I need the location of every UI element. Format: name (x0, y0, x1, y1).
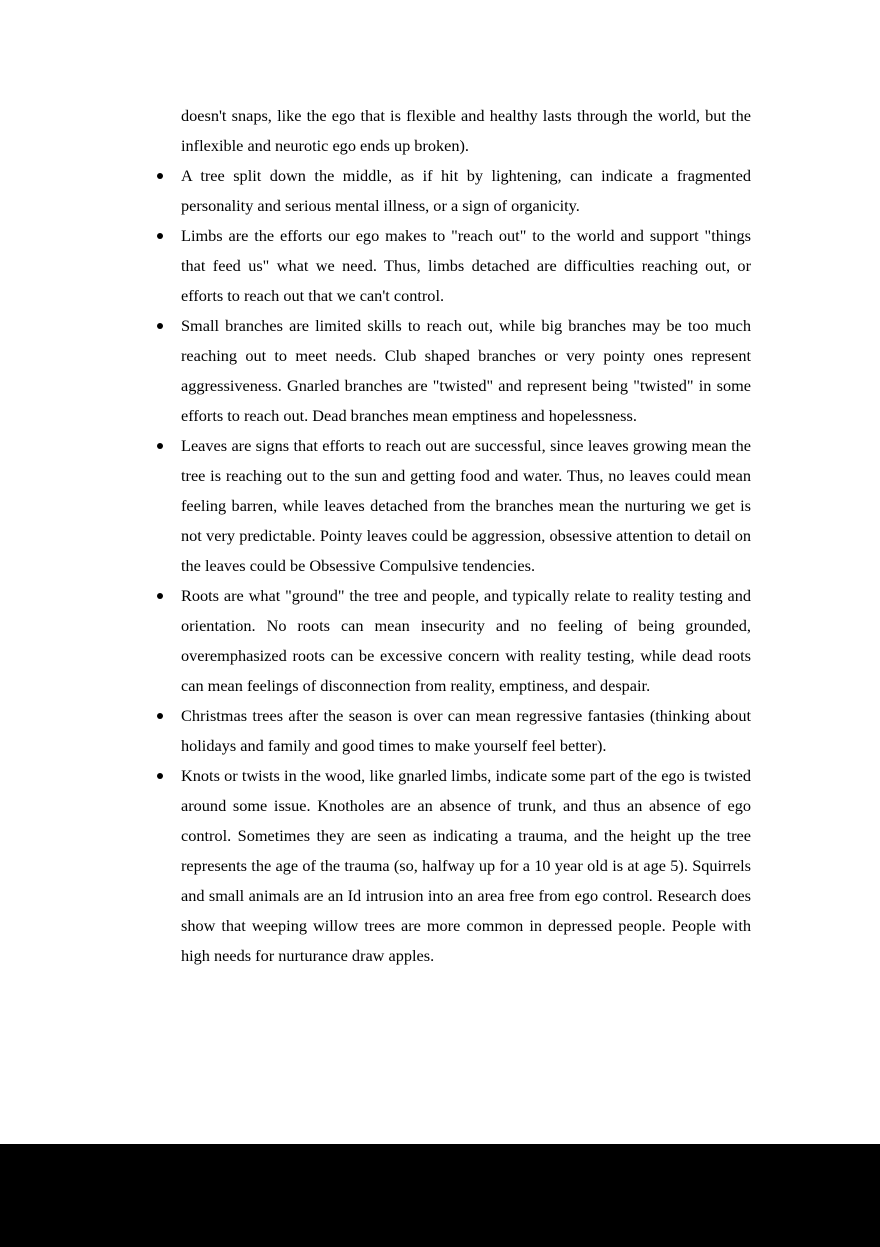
list-item (181, 581, 751, 701)
continuation-paragraph: doesn't snaps, like the ego that is flexible and healthy lasts through the world, but the inflexible and neurotic ego ends up broken). (181, 106, 751, 155)
bullet-icon (157, 773, 163, 779)
list-item-text: Leaves are signs that efforts to reach out are successful, since leaves growing mean the tree is reaching out to the sun and getting food and water. Thus, no leaves could mean feeling barren, while leaves detached from the branches mean the nurturing we get is not very predictable. Pointy leaves could be aggression, obsessive attention to detail on the leaves could be Obsessive Compulsive tendencies. (181, 436, 751, 575)
bullet-icon (157, 593, 163, 599)
list-item-text: Roots are what "ground" the tree and people, and typically relate to reality testing and orientation. No roots can mean insecurity and no feeling of being grounded, overemphasized roots can be excessive concern with reality testing, while dead roots can mean feelings of disconnection from reality, emptiness, and despair. (181, 586, 751, 695)
list-item-text: Knots or twists in the wood, like gnarled limbs, indicate some part of the ego is twisted around some issue. Knotholes are an absence of trunk, and thus an absence of ego control. Sometimes they are seen as indicating a trauma, and the height up the tree represents the age of the trauma (so, halfway up for a 10 year old is at age 5). Squirrels and small animals are an Id intrusion into an area free from ego control. Research does show that weeping willow trees are more common in depressed people. People with high needs for nurturance draw apples. (181, 766, 751, 965)
bullet-icon (157, 713, 163, 719)
list-item (181, 761, 751, 971)
bullet-icon (157, 323, 163, 329)
document-body (181, 101, 751, 971)
list-item-text: Christmas trees after the season is over can mean regressive fantasies (thinking about holidays and family and good times to make yourself feel better). (181, 706, 751, 755)
list-item (181, 701, 751, 761)
list-item-text: Limbs are the efforts our ego makes to "reach out" to the world and support "things that feed us" what we need. Thus, limbs detached are difficulties reaching out, or efforts to reach out that we can't control. (181, 226, 751, 305)
list-item-text: A tree split down the middle, as if hit by lightening, can indicate a fragmented personality and serious mental illness, or a sign of organicity. (181, 166, 751, 215)
list-item-text: Small branches are limited skills to reach out, while big branches may be too much reaching out to meet needs. Club shaped branches or very pointy ones represent aggressiveness. Gnarled branches are "twisted" and represent being "twisted" in some efforts to reach out. Dead branches mean emptiness and hopelessness. (181, 316, 751, 425)
bullet-icon (157, 233, 163, 239)
bottom-black-bar (0, 1144, 880, 1247)
list-item (181, 161, 751, 221)
list-item (181, 221, 751, 311)
list-item (181, 431, 751, 581)
bullet-list (181, 161, 751, 971)
bullet-icon (157, 443, 163, 449)
bullet-icon (157, 173, 163, 179)
list-item (181, 311, 751, 431)
